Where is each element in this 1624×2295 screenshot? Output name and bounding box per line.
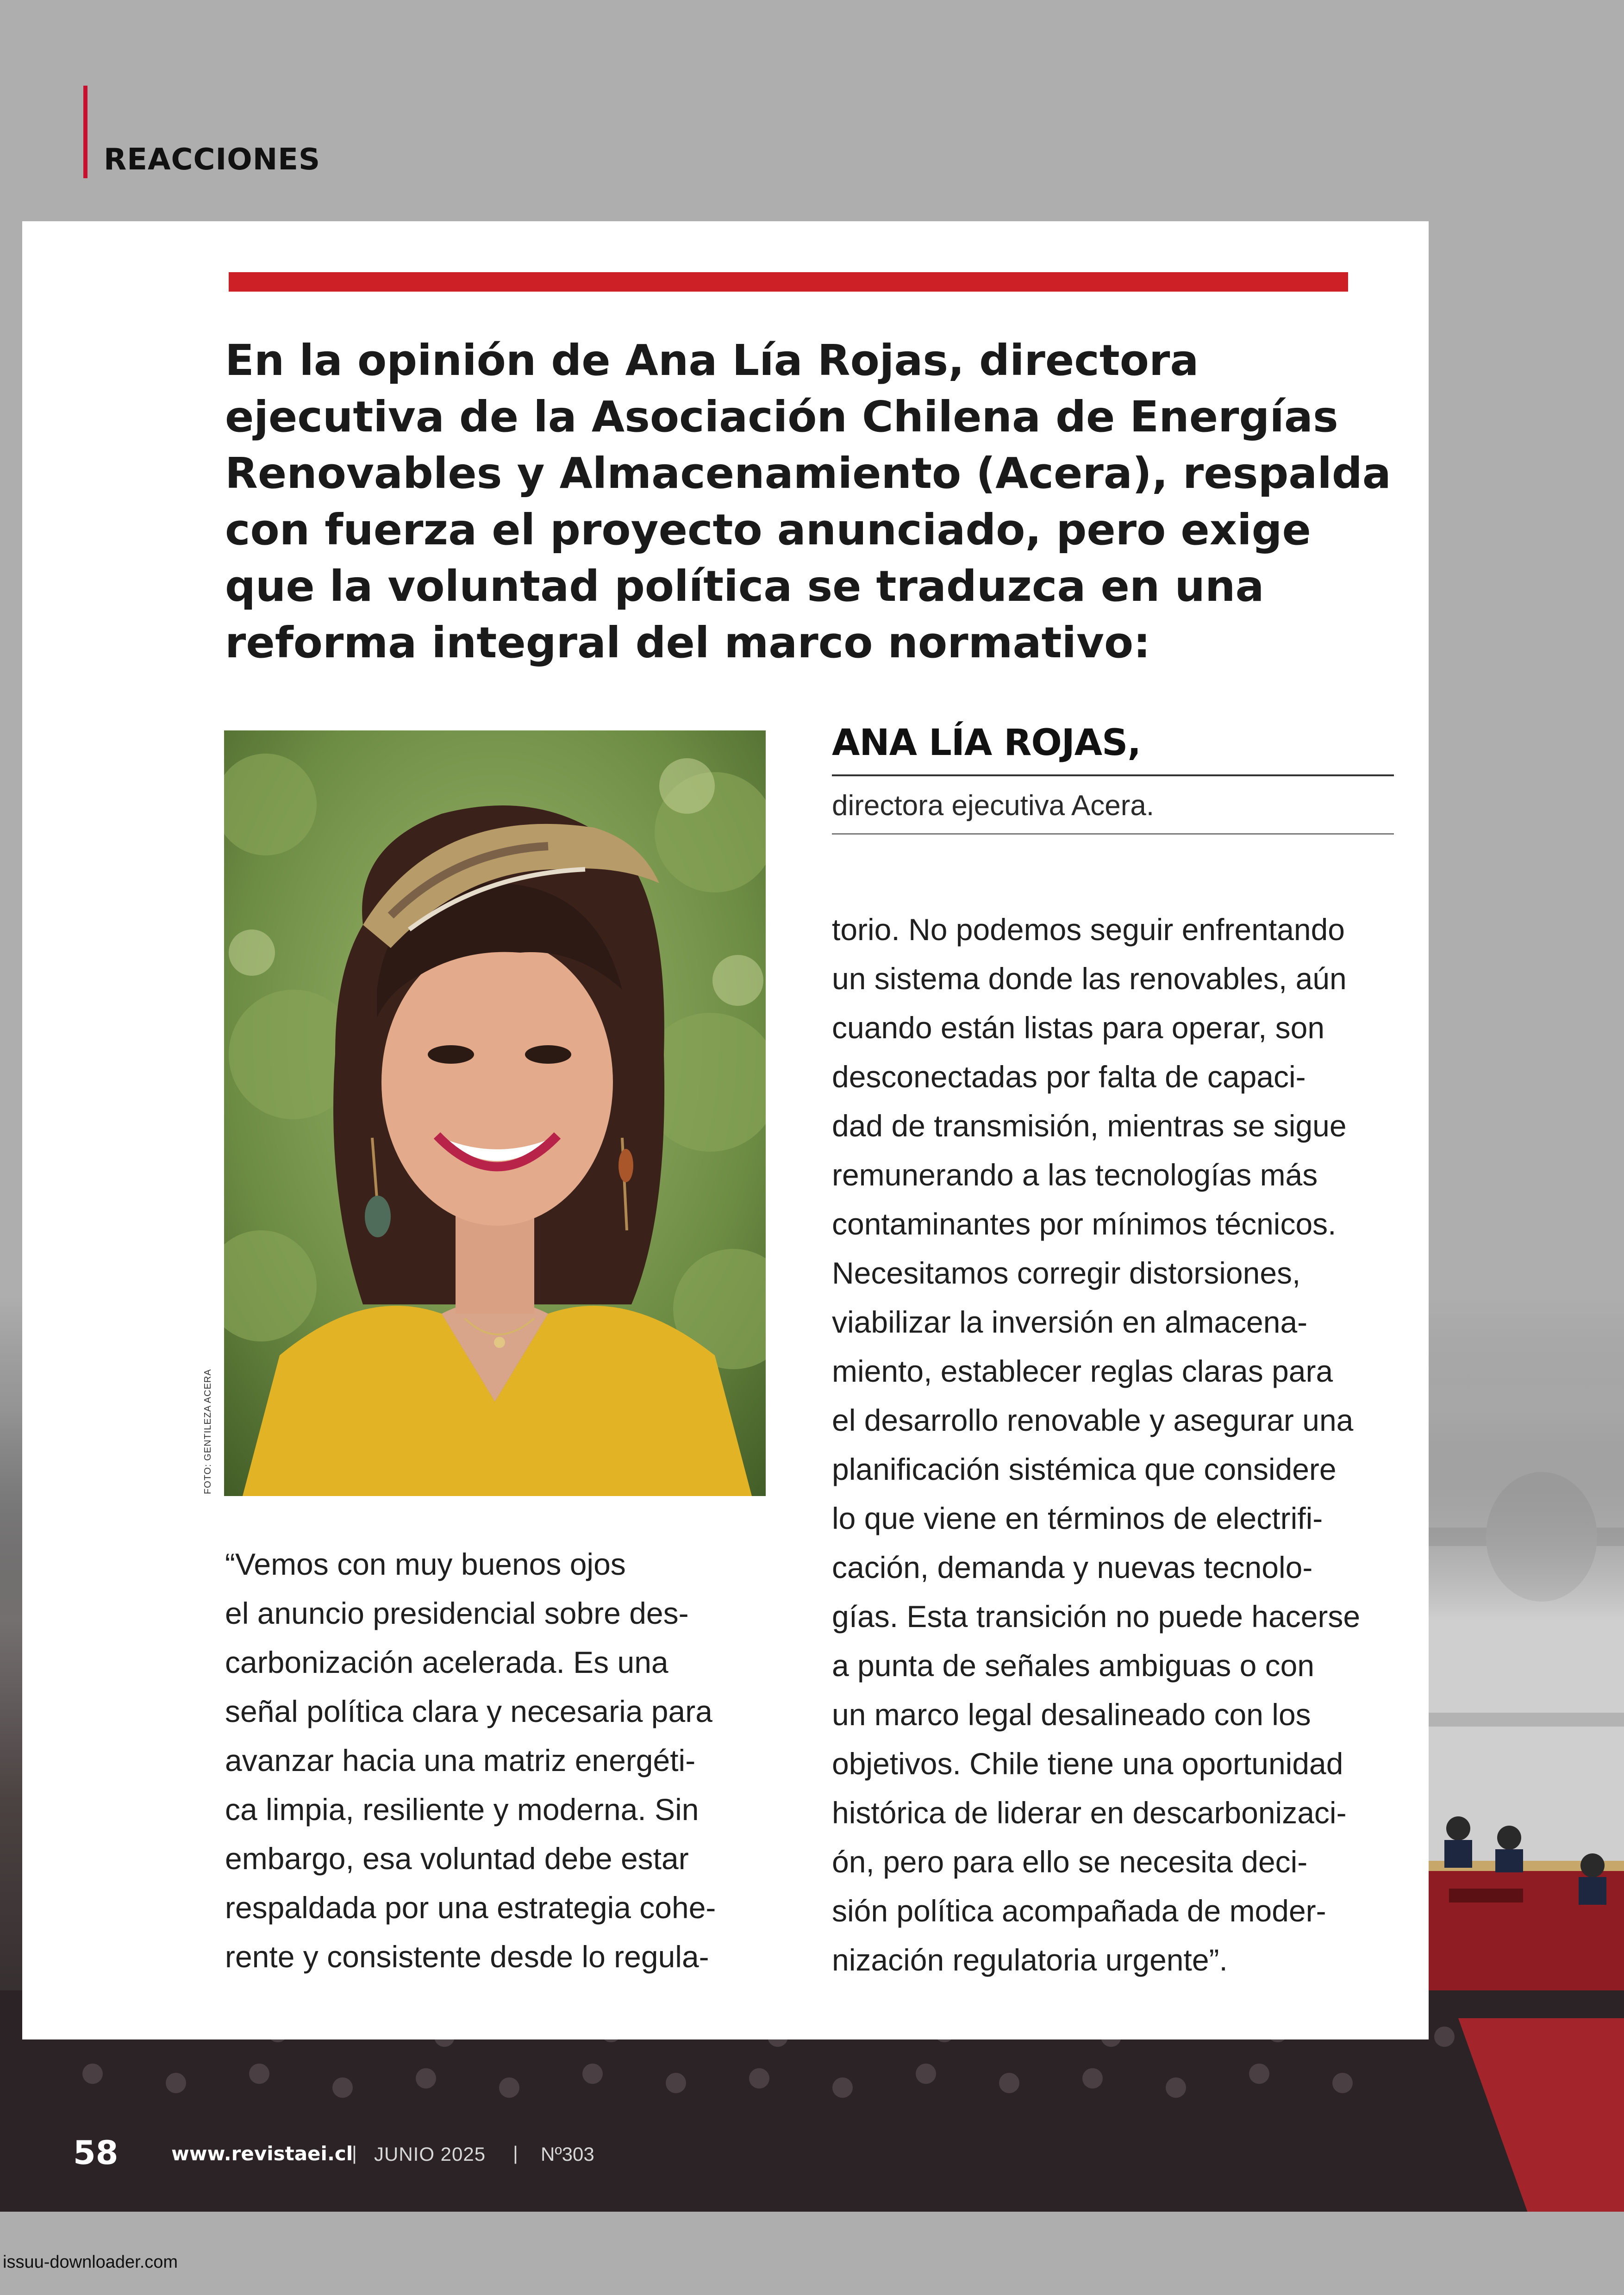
footer-separator: | bbox=[352, 2142, 357, 2164]
name-divider-bottom bbox=[832, 833, 1394, 835]
lead-paragraph: En la opinión de Ana Lía Rojas, directora ejecutiva de la Asociación Chilena de Energías Renovables y Almacenamiento (Acera), respalda con fuerza el proyecto anunciado, pero exige que la voluntad política se traduzca en una reforma integral del marco normativo: bbox=[225, 336, 1391, 667]
quote-column-left: “Vemos con muy buenos ojos el anuncio presidencial sobre des- carbonización acelerada. Es una señal política clara y necesaria para avanzar hacia una matriz energéti- ca limpia, resiliente y moderna. Sin embargo, esa voluntad debe estar respaldada por una estrategia cohe- rente y consistente desde lo regula- bbox=[225, 1547, 716, 1974]
footer-issue: Nº303 bbox=[541, 2143, 594, 2165]
red-rule bbox=[229, 272, 1348, 292]
watermark-text: issuu-downloader.com bbox=[3, 2252, 178, 2272]
page-number: 58 bbox=[73, 2134, 119, 2172]
footer-date: JUNIO 2025 bbox=[374, 2143, 486, 2165]
portrait-photo bbox=[224, 730, 766, 1496]
footer-separator: | bbox=[513, 2142, 518, 2164]
person-name: ANA LÍA ROJAS, bbox=[832, 722, 1141, 764]
section-accent-bar bbox=[83, 86, 87, 178]
photo-credit: FOTO: GENTILEZA ACERA bbox=[203, 1369, 213, 1494]
footer-site: www.revistaei.cl bbox=[171, 2142, 353, 2165]
name-divider-top bbox=[832, 774, 1394, 776]
section-label: REACCIONES bbox=[104, 143, 321, 177]
person-role: directora ejecutiva Acera. bbox=[832, 790, 1155, 822]
bottom-band bbox=[0, 2212, 1624, 2295]
quote-column-right: torio. No podemos seguir enfrentando un sistema donde las renovables, aún cuando están listas para operar, son desconectadas por falta de capaci- dad de transmisión, mientras se sigue remunerando a las tecnologías más contaminantes por mínimos técnicos. Necesitamos corregir distorsiones, viabilizar la inversión en almacena- miento, establecer reglas claras para el desarrollo renovable y asegurar una planificación sistémica que considere lo que viene en términos de electrifi- cación, demanda y nuevas tecnolo- gías. Esta transición no puede hacerse a punta de señales ambiguas o con un marco legal desalineado con los objetivos. Chile tiene una oportunidad histórica de liderar en descarbonizaci- ón, pero para ello se necesita deci- sión política acompañada de moder- nización regulatoria urgente”. bbox=[832, 912, 1361, 1977]
